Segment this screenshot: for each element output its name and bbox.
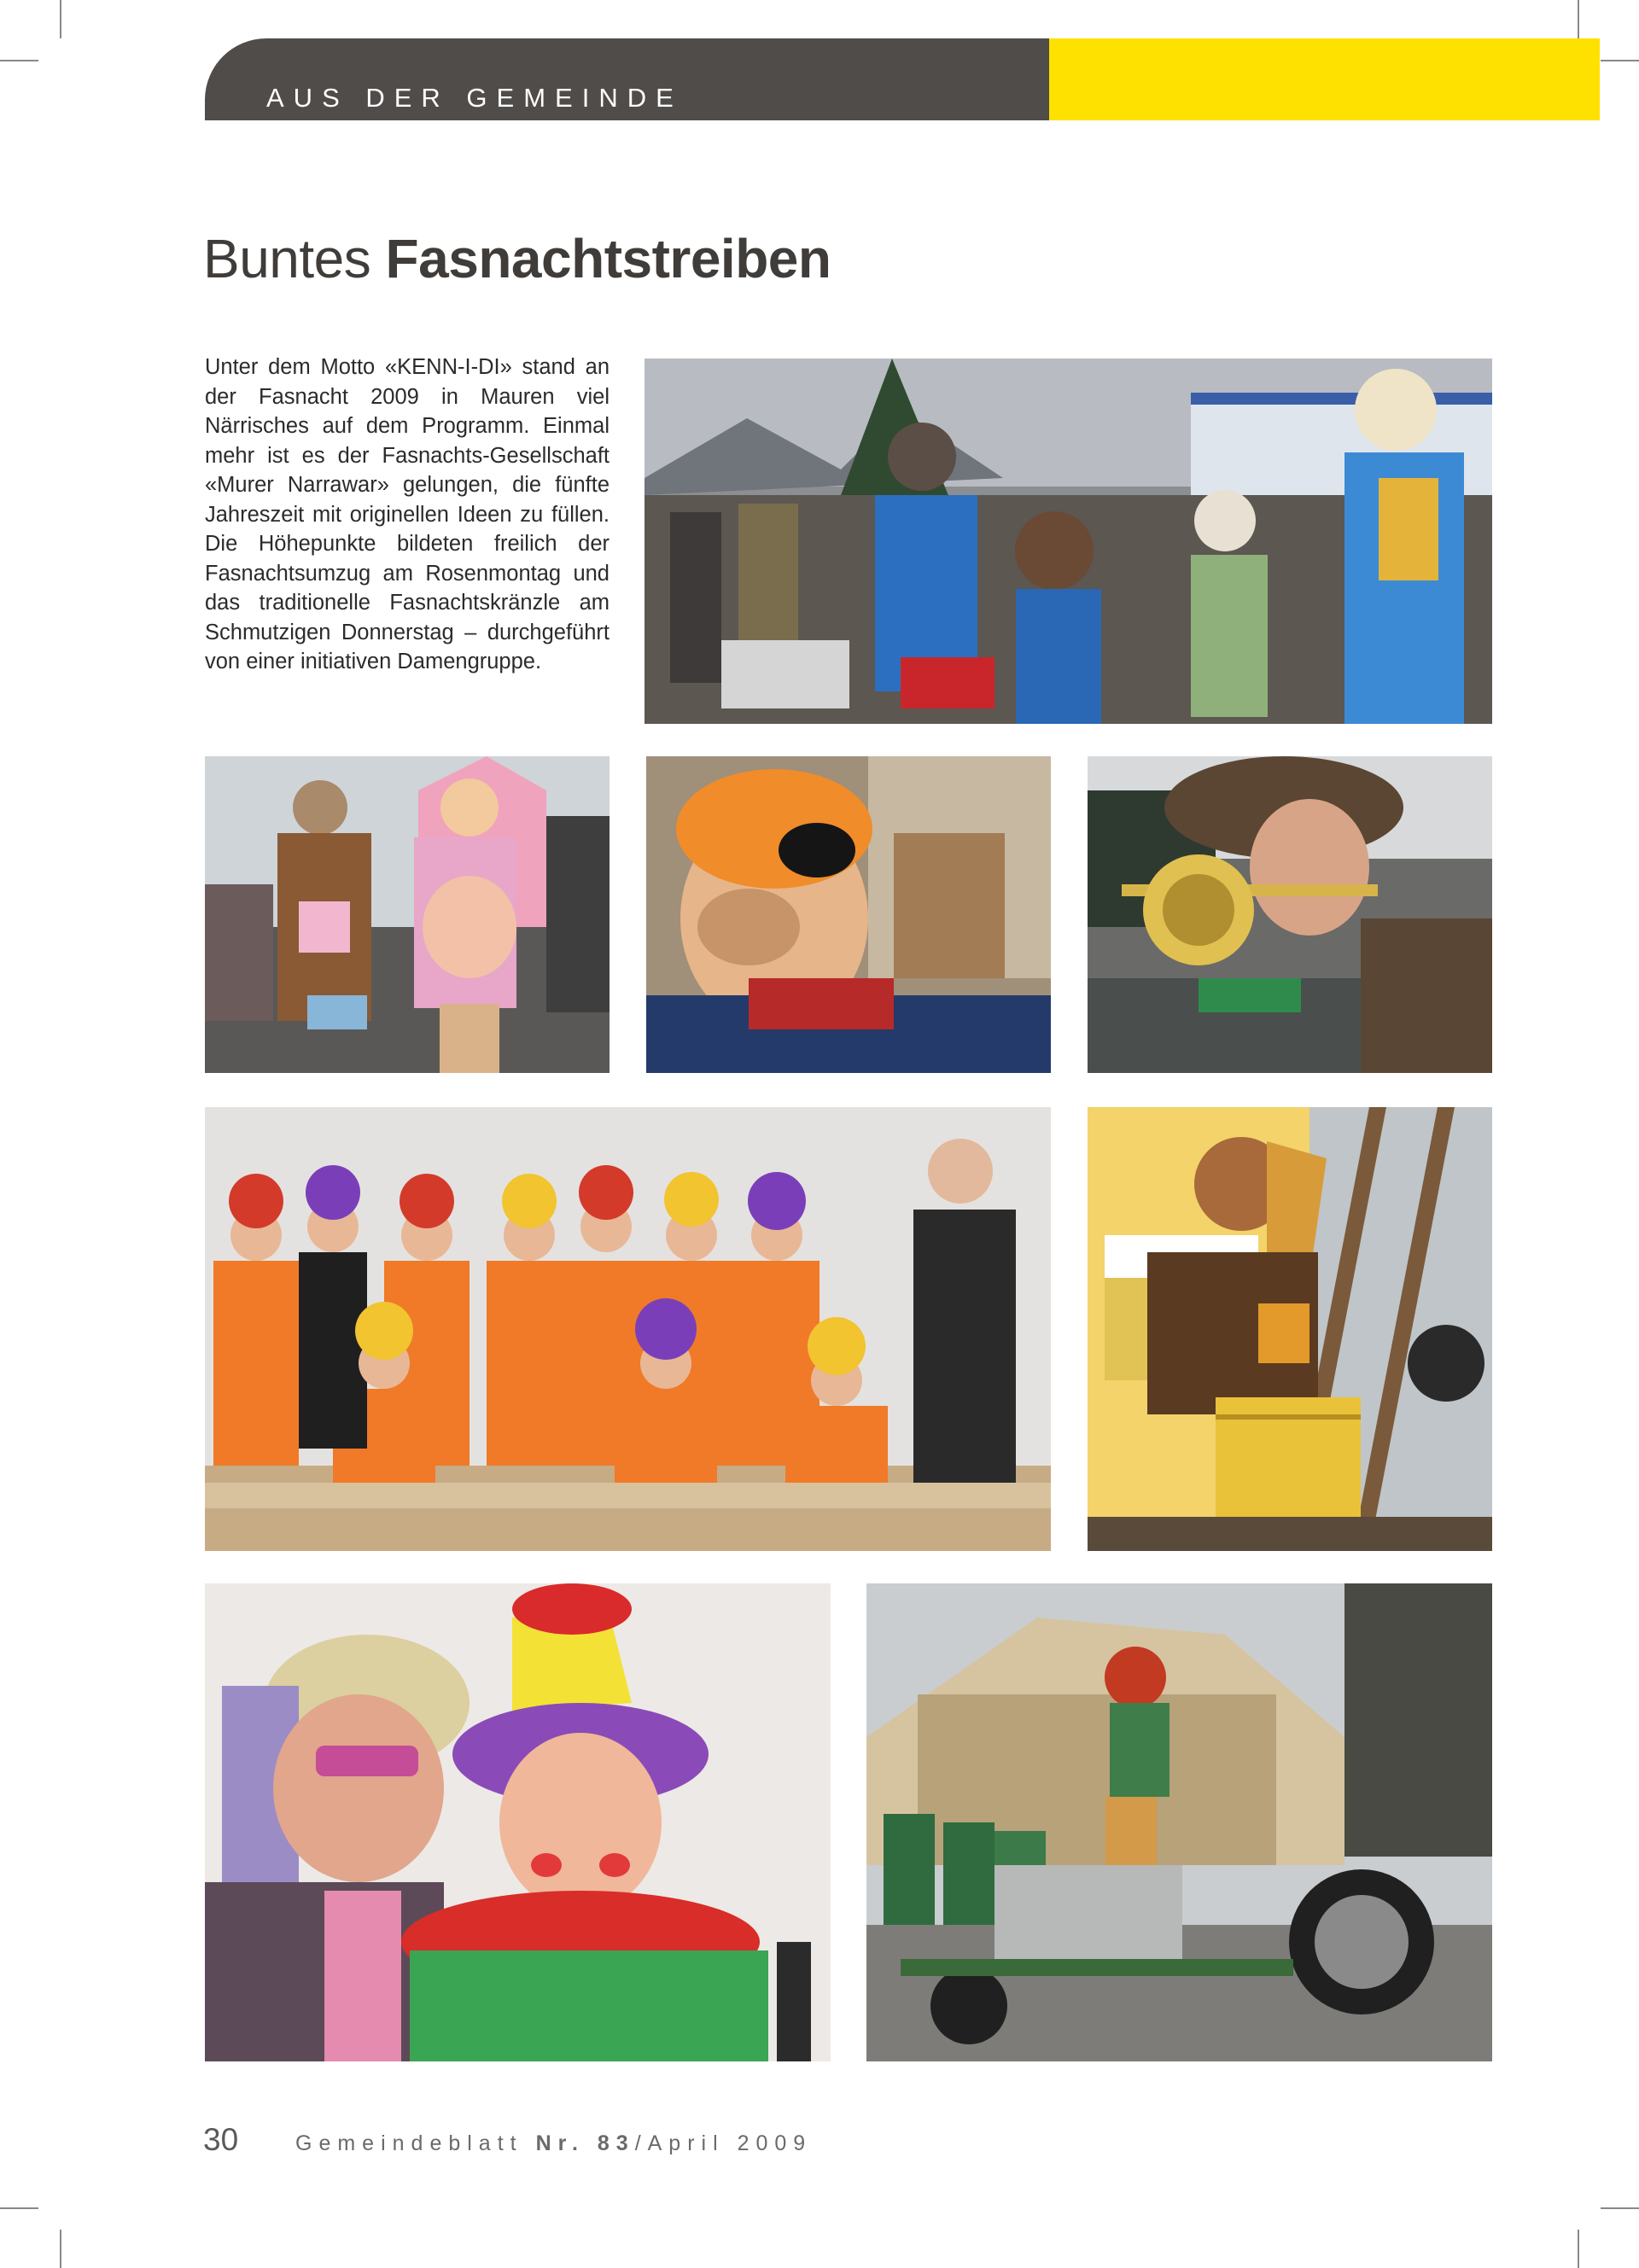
section-label: AUS DER GEMEINDE [266, 83, 683, 113]
crop-mark [60, 0, 61, 38]
issue-prefix: Nr. [535, 2131, 585, 2155]
crop-mark [1578, 0, 1579, 38]
photo-parade-children [645, 359, 1492, 724]
photo-trombone-player [1088, 756, 1492, 1073]
article-headline [203, 227, 831, 290]
photo-witch-mask [1088, 1107, 1492, 1551]
issue-number: 83 [597, 2131, 635, 2155]
crop-mark [0, 2207, 38, 2209]
photo-cow-costume-couple [205, 756, 610, 1073]
crop-mark [1578, 2230, 1579, 2268]
article-intro: Unter dem Motto «KENN-I-DI» stand an der Fasnacht 2009 in Mauren viel Närrisches auf dem Programm. Einmal mehr ist es der Fasnachts-Gesellschaft «Murer Narrawar» gelungen, die fünfte Jahreszeit mit originellen Ideen zu füllen. Die Höhepunkte bildeten freilich der Fasnachtsumzug am Rosenmontag und das traditionelle Fasnachtskränzle am Schmutzigen Donnerstag – durchgeführt von einer initiativen Damengruppe. [205, 355, 610, 673]
photo-ladies-group [205, 1107, 1051, 1551]
headline-bold: Fasnachtstreiben [385, 228, 831, 289]
photo-motorbike-float [866, 1583, 1492, 2061]
issue-date: /April 2009 [634, 2131, 813, 2155]
photo-two-clowns [205, 1583, 831, 2061]
crop-mark [1601, 60, 1639, 61]
accent-band [1049, 38, 1600, 120]
publication-name: Gemeindeblatt [295, 2131, 523, 2155]
crop-mark [60, 2230, 61, 2268]
crop-mark [1601, 2207, 1639, 2209]
page-number: 30 [203, 2122, 239, 2157]
crop-mark [0, 60, 38, 61]
photo-pirate-boy [646, 756, 1051, 1073]
headline-light: Buntes [203, 228, 371, 289]
publication-line [295, 2131, 812, 2156]
